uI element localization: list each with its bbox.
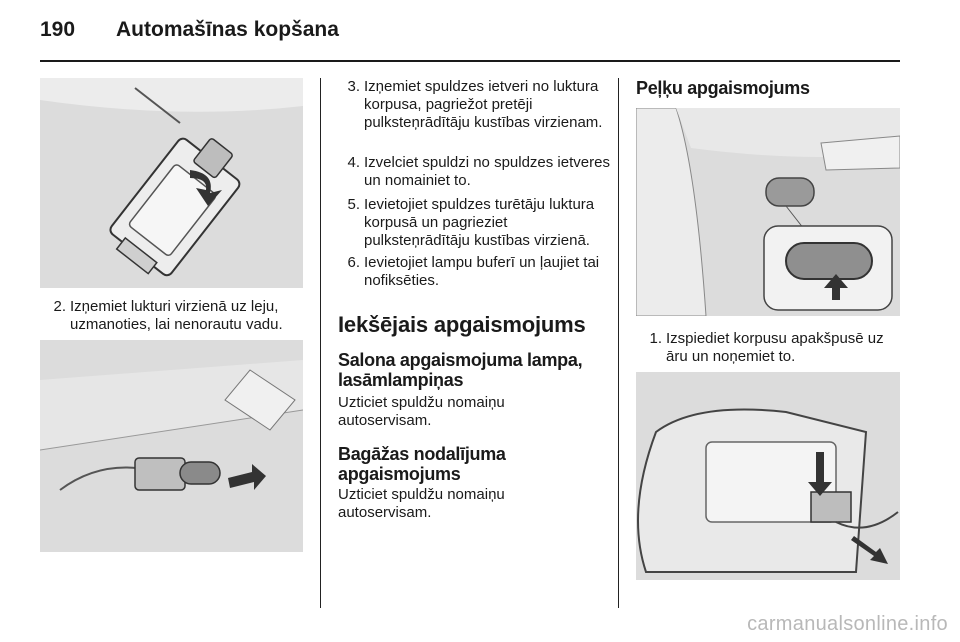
page-number: 190 <box>40 18 76 41</box>
subsection-heading-cabin-lamp: Salona apgaismojuma lampa, lasāmlampiņas <box>338 350 583 390</box>
step-number: 1. <box>649 330 662 347</box>
subsection-heading-puddle-lamp: Peļķu apgaismojums <box>636 78 810 98</box>
column-divider-right <box>618 78 619 608</box>
step-number: 4. <box>347 154 360 171</box>
step-4 <box>334 154 610 190</box>
subsection-text-trunk-lamp: Uzticiet spuldžu nomaiņu autoservisam. <box>338 486 505 521</box>
page-title: Automašīnas kopšana <box>116 18 339 41</box>
header-rule <box>40 60 900 62</box>
page-header <box>40 18 339 48</box>
step-number: 6. <box>347 254 360 271</box>
step-2 <box>40 298 310 334</box>
subsection-heading-trunk-lamp: Bagāžas nodalījuma apgaismojums <box>338 444 506 484</box>
step-3 <box>334 78 610 132</box>
column-divider-left <box>320 78 321 608</box>
step-6 <box>334 254 610 290</box>
step-text: Ievietojiet spuldzes turētāju luktura korpusā un pagrieziet pulksteņrādītāju kustības virzienā. <box>364 196 595 249</box>
figure-door-lamp <box>636 108 900 316</box>
step-text: Izņemiet spuldzes ietveri no luktura korpusa, pagriežot pretēji pulksteņrādītāju kustības virzienam. <box>364 78 603 131</box>
step-text: Izspiediet korpusu apakšpusē uz āru un noņemiet to. <box>666 330 884 365</box>
figure-bulb-holder <box>40 340 303 552</box>
step-1 <box>636 330 900 366</box>
step-number: 5. <box>347 196 360 213</box>
step-number: 2. <box>53 298 66 315</box>
watermark: carmanualsonline.info <box>747 613 948 635</box>
figure-lamp-housing <box>636 372 900 580</box>
subsection-text-cabin-lamp: Uzticiet spuldžu nomaiņu autoservisam. <box>338 394 505 429</box>
section-heading: Iekšējais apgaismojums <box>338 312 586 337</box>
step-5 <box>334 196 610 250</box>
step-text: Ievietojiet lampu buferī un ļaujiet tai nofiksēties. <box>364 254 600 289</box>
step-text: Izvelciet spuldzi no spuldzes ietveres un nomainiet to. <box>364 154 610 189</box>
figure-lamp-removal <box>40 78 303 288</box>
step-number: 3. <box>347 78 360 95</box>
step-text: Izņemiet lukturi virzienā uz leju, uzmanoties, lai nenorautu vadu. <box>70 298 283 333</box>
